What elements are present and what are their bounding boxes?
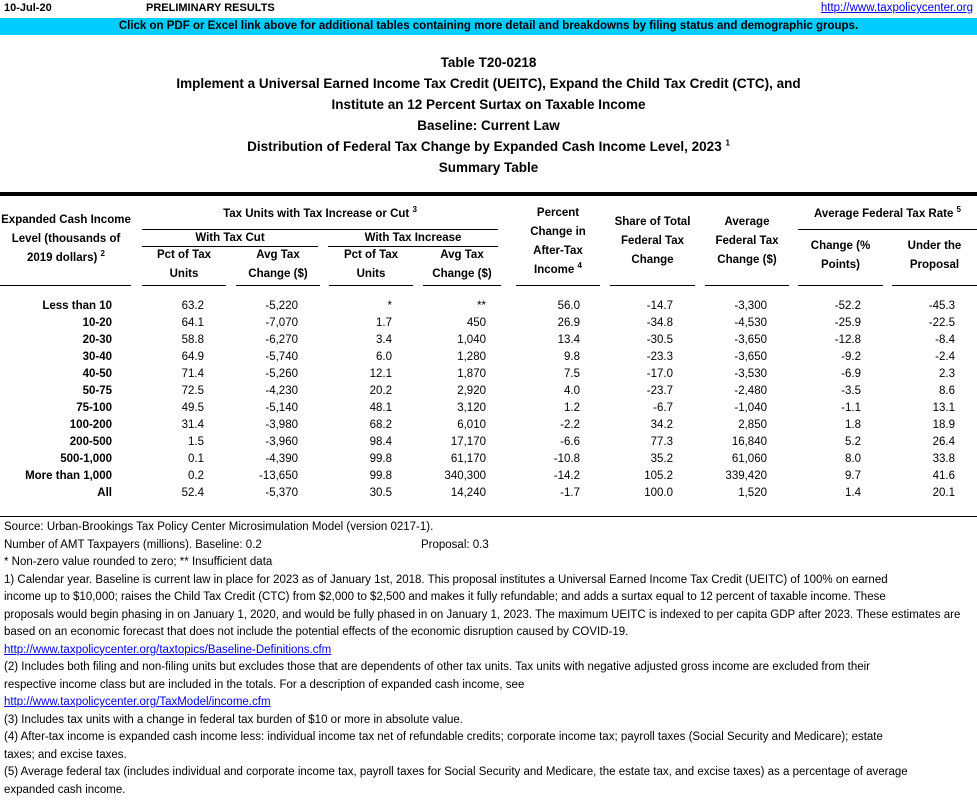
info-banner: Click on PDF or Excel link above for additional tables containing more detail and breakdowns by filing status and demographic groups.: [0, 18, 977, 35]
cell-avg-change-cut: -5,260: [265, 368, 298, 380]
cell-pct-change-aftertax: 7.5: [564, 368, 580, 380]
table-row: [0, 468, 977, 485]
amt-proposal: Proposal: 0.3: [421, 538, 489, 551]
cell-avg-change-cut: -3,960: [265, 436, 298, 448]
header-text: Points): [821, 259, 860, 271]
cell-rate-change: 1.4: [845, 487, 861, 499]
header-income-level: [0, 211, 132, 268]
cell-income-level: 40-50: [82, 368, 112, 380]
cell-rate-under-proposal: 33.8: [932, 453, 955, 465]
cell-avg-fed-tax-change: -2,480: [734, 385, 767, 397]
header-text: Federal Tax: [715, 235, 779, 247]
cell-pct-units-cut: 0.2: [188, 470, 204, 482]
cell-rate-change: -6.9: [841, 368, 861, 380]
header-pct-units-cut: [142, 246, 226, 284]
cell-share-total-change: -34.8: [646, 317, 673, 329]
cell-avg-change-inc: 2,920: [457, 385, 486, 397]
note-4: taxes; and excise taxes.: [4, 748, 127, 761]
cell-share-total-change: -6.7: [653, 402, 673, 414]
cell-pct-change-aftertax: -6.6: [560, 436, 580, 448]
cell-pct-change-aftertax: 1.2: [564, 402, 580, 414]
cell-avg-fed-tax-change: 2,850: [738, 419, 767, 431]
cell-pct-units-inc: 30.5: [369, 487, 392, 499]
cell-pct-units-cut: 52.4: [181, 487, 204, 499]
cell-avg-change-inc: 14,240: [450, 487, 486, 499]
cell-income-level: 200-500: [69, 436, 112, 448]
cell-avg-change-inc: 1,040: [457, 334, 486, 346]
header-text: Change ($): [717, 254, 777, 266]
header-text: Change: [631, 254, 674, 266]
table-row: [0, 298, 977, 315]
cell-share-total-change: -30.5: [646, 334, 673, 346]
header-text: Change ($): [432, 268, 492, 280]
cell-avg-change-cut: -4,390: [265, 453, 298, 465]
cell-share-total-change: -23.7: [646, 385, 673, 397]
header-underline: [142, 285, 226, 286]
header-text: Pct of Tax: [156, 249, 212, 261]
asterisk-note: * Non-zero value rounded to zero; ** Insufficient data: [4, 556, 273, 568]
header-underline: [0, 285, 131, 286]
taxpolicycenter-link[interactable]: http://www.taxpolicycenter.org: [820, 2, 973, 14]
table-row: [0, 400, 977, 417]
cell-avg-change-inc: 6,010: [457, 419, 486, 431]
header-underline: [705, 285, 789, 286]
cell-avg-fed-tax-change: -3,650: [734, 351, 767, 363]
cell-avg-change-inc: **: [477, 300, 486, 312]
cell-share-total-change: -17.0: [646, 368, 673, 380]
cell-pct-units-inc: 12.1: [369, 368, 392, 380]
cell-avg-change-inc: 1,280: [457, 351, 486, 363]
header-underline: [610, 285, 695, 286]
distribution-title-text: Distribution of Federal Tax Change by Expanded Cash Income Level, 2023: [247, 139, 722, 154]
cell-rate-under-proposal: 13.1: [932, 402, 955, 414]
cell-pct-change-aftertax: 26.9: [557, 317, 580, 329]
header-avg-fed-change: [705, 213, 789, 270]
header-text: Expanded Cash Income: [1, 214, 131, 226]
cell-rate-change: -1.1: [841, 402, 861, 414]
header-text: Income $^4$: [534, 261, 582, 276]
header-underline: [798, 285, 883, 286]
header-underline: [423, 285, 501, 286]
cell-pct-change-aftertax: -10.8: [553, 453, 580, 465]
group-underline: [798, 229, 977, 230]
cell-income-level: 10-20: [82, 317, 112, 329]
note-4: (4) After-tax income is expanded cash income less: individual income tax net of refundable credits; corporate income tax; payroll taxes (Social Security and Medicare); estate: [4, 731, 883, 743]
header-underline: [329, 285, 413, 286]
cell-share-total-change: -14.7: [646, 300, 673, 312]
table-row: [0, 366, 977, 383]
cell-avg-change-cut: -5,370: [265, 487, 298, 499]
cell-rate-change: -3.5: [841, 385, 861, 397]
header-group-tax-units: Tax Units with Tax Increase or Cut $^3$: [223, 205, 417, 220]
footnote-ref: 1: [725, 138, 730, 148]
note-3: (3) Includes tax units with a change in federal tax burden of $10 or more in absolute value.: [4, 713, 463, 726]
cell-rate-under-proposal: 20.1: [932, 487, 955, 499]
cell-rate-under-proposal: 26.4: [932, 436, 955, 448]
cell-avg-change-cut: -6,270: [265, 334, 298, 346]
cell-avg-change-inc: 3,120: [457, 402, 486, 414]
cell-rate-change: 1.8: [845, 419, 861, 431]
cell-share-total-change: 100.0: [644, 487, 673, 499]
cell-avg-change-inc: 450: [466, 317, 486, 329]
cell-share-total-change: 105.2: [644, 470, 673, 482]
cell-rate-under-proposal: 8.6: [939, 385, 955, 397]
cell-rate-under-proposal: 41.6: [932, 470, 955, 482]
header-text: Avg Tax: [440, 249, 484, 261]
cell-avg-fed-tax-change: 61,060: [731, 453, 767, 465]
header-text: Average: [724, 216, 770, 228]
cell-rate-under-proposal: -8.4: [935, 334, 955, 346]
cell-rate-change: -9.2: [841, 351, 861, 363]
cell-pct-units-cut: 72.5: [181, 385, 204, 397]
cell-income-level: 30-40: [82, 351, 112, 363]
cell-pct-change-aftertax: 13.4: [557, 334, 580, 346]
distribution-title: [0, 136, 977, 157]
cell-share-total-change: -23.3: [646, 351, 673, 363]
header-text: Under the: [907, 240, 962, 252]
header-underline: [892, 285, 977, 286]
table-row: [0, 383, 977, 400]
cell-rate-under-proposal: -22.5: [928, 317, 955, 329]
header-text: Share of Total: [614, 216, 691, 228]
cell-rate-change: -25.9: [834, 317, 861, 329]
cell-avg-change-cut: -5,740: [265, 351, 298, 363]
header-underline: [516, 285, 600, 286]
header-text: Level (thousands of: [11, 233, 121, 245]
cell-avg-change-cut: -7,070: [265, 317, 298, 329]
title-line-1: Implement a Universal Earned Income Tax Credit (UEITC), Expand the Child Tax Credit (CTC), and: [176, 76, 801, 91]
cell-pct-units-cut: 0.1: [188, 453, 204, 465]
cell-pct-change-aftertax: -2.2: [560, 419, 580, 431]
preliminary-label: PRELIMINARY RESULTS: [146, 2, 275, 14]
cell-income-level: 75-100: [76, 402, 112, 414]
header-pct-change-aftertax: [516, 204, 600, 280]
cell-pct-units-cut: 64.9: [181, 351, 204, 363]
cell-avg-change-inc: 340,300: [444, 470, 486, 482]
cell-pct-units-inc: 20.2: [369, 385, 392, 397]
cell-pct-change-aftertax: 4.0: [564, 385, 580, 397]
header-group-tax-increase: With Tax Increase: [364, 232, 462, 244]
cell-avg-change-cut: -3,980: [265, 419, 298, 431]
table-row: [0, 332, 977, 349]
header-text: Units: [356, 268, 386, 280]
table-titles: [0, 52, 977, 178]
cell-rate-change: 8.0: [845, 453, 861, 465]
footnotes: [4, 519, 977, 799]
note-2: (2) Includes both filing and non-filing units but excludes those that are dependents of other tax units. Tax units with negative adjusted gross income are excluded from their: [4, 661, 870, 673]
income-definition-link[interactable]: http://www.taxpolicycenter.org/TaxModel/income.cfm: [4, 696, 271, 708]
header-avg-change-cut: [236, 246, 320, 284]
cell-pct-units-inc: 3.4: [376, 334, 392, 346]
cell-avg-change-cut: -5,140: [265, 402, 298, 414]
header-text: Change (%: [810, 240, 871, 252]
note-5: (5) Average federal tax (includes individual and corporate income tax, payroll taxes for Social Security and Medicare, the estate tax, and excise taxes) as a percentage of average: [4, 766, 908, 778]
cell-income-level: 50-75: [82, 385, 112, 397]
table-row: [0, 315, 977, 332]
cell-avg-fed-tax-change: -3,530: [734, 368, 767, 380]
cell-pct-units-cut: 58.8: [181, 334, 204, 346]
header-rate-change: [798, 237, 883, 275]
header-text: Change ($): [248, 268, 308, 280]
cell-income-level: All: [97, 487, 112, 499]
cell-rate-under-proposal: 18.9: [932, 419, 955, 431]
cell-pct-units-inc: 68.2: [369, 419, 392, 431]
header-text: Units: [169, 268, 199, 280]
header-text: After-Tax: [533, 245, 583, 257]
cell-pct-units-cut: 49.5: [181, 402, 204, 414]
cell-rate-change: -12.8: [834, 334, 861, 346]
cell-rate-under-proposal: 2.3: [939, 368, 955, 380]
note-2: respective income class but are included in the totals. For a description of expanded cash income, see: [4, 678, 525, 691]
cell-income-level: More than 1,000: [25, 470, 112, 482]
header-text: Pct of Tax: [343, 249, 399, 261]
cell-rate-under-proposal: -45.3: [928, 300, 955, 312]
cell-pct-change-aftertax: 56.0: [557, 300, 580, 312]
table-row: [0, 349, 977, 366]
header-text: Federal Tax: [620, 235, 685, 247]
table-bottom-border: [0, 516, 977, 517]
note-5: expanded cash income.: [4, 783, 126, 796]
cell-share-total-change: 34.2: [650, 419, 673, 431]
header-text: Change in: [530, 226, 586, 238]
cell-avg-change-inc: 17,170: [450, 436, 486, 448]
cell-avg-change-cut: -13,650: [258, 470, 298, 482]
cell-pct-units-cut: 71.4: [181, 368, 204, 380]
header-group-tax-cut: With Tax Cut: [195, 232, 265, 244]
baseline-definitions-link[interactable]: http://www.taxpolicycenter.org/taxtopics/Baseline-Definitions.cfm: [4, 643, 332, 656]
note-1: based on an economic forecast that does not include the potential effects of the economic disruption caused by COVID-19.: [4, 626, 629, 638]
cell-share-total-change: 35.2: [650, 453, 673, 465]
cell-avg-change-inc: 61,170: [450, 453, 486, 465]
table-top-border: [0, 192, 977, 196]
header-share-total: [610, 213, 695, 270]
cell-pct-change-aftertax: 9.8: [564, 351, 580, 363]
cell-share-total-change: 77.3: [650, 436, 673, 448]
cell-avg-fed-tax-change: 339,420: [725, 470, 767, 482]
summary-title: Summary Table: [438, 160, 539, 175]
note-1: income up to $10,000; raises the Child Tax Credit (CTC) from $2,000 to $2,500 and makes it fully refundable; and adds a surtax equal to 12 percent of taxable income. These: [4, 591, 886, 603]
table-id: Table T20-0218: [440, 55, 537, 70]
cell-avg-fed-tax-change: -3,300: [734, 300, 767, 312]
header-rate-under: [892, 237, 977, 275]
cell-rate-under-proposal: -2.4: [935, 351, 955, 363]
cell-pct-units-cut: 31.4: [181, 419, 204, 431]
title-line-2: Institute an 12 Percent Surtax on Taxable Income: [331, 97, 646, 112]
amt-note: [4, 537, 977, 555]
table-row: [0, 451, 977, 468]
cell-pct-change-aftertax: -14.2: [553, 470, 580, 482]
header-underline: [236, 285, 320, 286]
cell-pct-units-inc: 1.7: [376, 317, 392, 329]
cell-pct-units-inc: 48.1: [369, 402, 392, 414]
note-1: 1) Calendar year. Baseline is current law in place for 2023 as of January 1st, 2018. This proposal institutes a Universal Earned Income Tax Credit (UEITC) of 100% on earned: [4, 573, 888, 586]
cell-avg-fed-tax-change: 16,840: [731, 436, 767, 448]
cell-rate-change: 9.7: [845, 470, 861, 482]
table-row: [0, 485, 977, 502]
cell-pct-units-cut: 64.1: [181, 317, 204, 329]
cell-pct-units-cut: 63.2: [181, 300, 204, 312]
cell-avg-fed-tax-change: -4,530: [734, 317, 767, 329]
header-pct-units-inc: [329, 246, 413, 284]
header-text: Avg Tax: [256, 249, 300, 261]
cell-income-level: Less than 10: [42, 300, 112, 312]
cell-income-level: 500-1,000: [60, 453, 112, 465]
cell-pct-units-cut: 1.5: [188, 436, 204, 448]
cell-income-level: 20-30: [82, 334, 112, 346]
cell-pct-units-inc: 99.8: [369, 453, 392, 465]
cell-avg-fed-tax-change: 1,520: [738, 487, 767, 499]
cell-avg-fed-tax-change: -3,650: [734, 334, 767, 346]
cell-pct-units-inc: 99.8: [369, 470, 392, 482]
header-text: Percent: [536, 207, 580, 219]
cell-avg-change-cut: -4,230: [265, 385, 298, 397]
header-text: 2019 dollars) $^2$: [27, 249, 105, 264]
cell-income-level: 100-200: [69, 419, 112, 431]
table-row: [0, 434, 977, 451]
header-avg-change-inc: [423, 246, 501, 284]
top-bar: [0, 0, 977, 18]
cell-avg-change-cut: -5,220: [265, 300, 298, 312]
cell-avg-fed-tax-change: -1,040: [734, 402, 767, 414]
source-note: Source: Urban-Brookings Tax Policy Center Microsimulation Model (version 0217-1).: [4, 521, 434, 533]
cell-pct-units-inc: 6.0: [376, 351, 392, 363]
cell-avg-change-inc: 1,870: [457, 368, 486, 380]
cell-pct-units-inc: 98.4: [369, 436, 392, 448]
cell-pct-units-inc: *: [387, 300, 392, 312]
cell-rate-change: 5.2: [845, 436, 861, 448]
amt-baseline: Number of AMT Taxpayers (millions). Baseline: 0.2: [4, 538, 262, 551]
header-group-avg-rate: Average Federal Tax Rate $^5$: [814, 205, 961, 220]
header-text: Proposal: [909, 259, 960, 271]
cell-rate-change: -52.2: [834, 300, 861, 312]
note-1: proposals would begin phasing in on January 1, 2020, and would be fully phased in on January 1, 2023. The maximum UEITC is indexed to per capita GDP after 2023. These estimates are: [4, 608, 961, 621]
baseline-title: Baseline: Current Law: [417, 118, 560, 133]
report-date: 10-Jul-20: [4, 2, 52, 14]
cell-pct-change-aftertax: -1.7: [560, 487, 580, 499]
table-row: [0, 417, 977, 434]
